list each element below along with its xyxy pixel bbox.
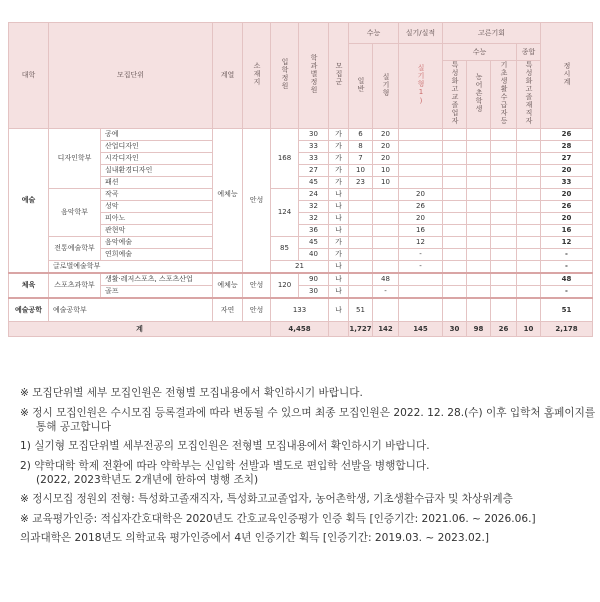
col-balance-suneung: 수능 [443,44,517,61]
table-row: 패션 45 가 23 10 33 [9,177,593,189]
note: (2022, 2023학년도 2개년에 한하여 병행 조치) [36,473,259,486]
unit-cell: 공예 [101,129,213,141]
major-cell: 스포츠과학부 [49,273,101,298]
col-college: 대학 [9,23,49,129]
unit-cell: 성악 [101,201,213,213]
unit-cell: 피아노 [101,213,213,225]
table-row: 골프 30 나 - - [9,286,593,299]
major-cell: 디자인학부 [49,129,101,189]
college-cell: 예술 [9,129,49,274]
quota-cell: 85 [271,237,299,261]
dept-cell: 30 [299,129,329,141]
table-row: 실내환경디자인 27 가 10 10 20 [9,165,593,177]
college-cell: 예술공학 [9,298,49,322]
table-row: 전통예술학부 음악예술 85 45 가 12 12 [9,237,593,249]
group-cell: 가 [329,129,349,141]
note: 2) 약학대학 학제 전환에 따라 약학부는 신입학 선발과 별도로 편입학 선발을 병행합니다. [20,459,430,472]
col-practical: 실기형 [373,44,399,129]
major-cell: 글로벌예술학부 [49,261,213,274]
note: 1) 실기형 모집단위별 세부전공의 모집인원은 전형별 모집내용에서 확인하시기 바랍니다. [20,440,430,452]
note: ※ 모집단위별 세부 모집인원은 전형별 모집내용에서 확인하시기 바랍니다. [20,387,363,399]
total-label: 계 [9,322,271,337]
col-balance-total: 종합 [517,44,541,61]
col-dept-quota: 학과별정원 [299,23,329,129]
admission-table [8,22,593,337]
table-row [9,129,593,141]
practical-cell: 20 [373,129,399,141]
note: ※ 정시모집 정원외 전형: 특성화고졸재직자, 특성화고교졸업자, 농어촌학생, 기초생활수급자 및 차상위계층 [20,493,513,505]
table-row: 음악학부 작곡 124 24 나 20 20 [9,189,593,201]
col-practical-group: 실기/실적 [399,23,443,44]
col-series: 계열 [213,23,243,129]
col-admission-quota: 입학정원 [271,23,299,129]
unit-cell: 작곡 [101,189,213,201]
table-row: 연희예술 40 가 - - [9,249,593,261]
admission-table-wrapper [8,22,592,337]
note: ※ 교육평가인증: 적십자간호대학은 2020년도 간호교육인증평가 인증 획득 [인증기간: 2021.06. ~ 2026.06.] [20,512,536,525]
table-row: 성악 32 나 26 26 [9,201,593,213]
general-cell: 6 [349,129,373,141]
unit-cell: 산업디자인 [101,141,213,153]
unit-cell: 골프 [101,286,213,299]
col-campus: 소재지 [243,23,271,129]
col-special-work: 특성화고졸재직자 [517,61,541,129]
quota-cell: 168 [271,129,299,189]
unit-cell: 시각디자인 [101,153,213,165]
major-cell: 예술공학부 [49,298,213,322]
notes-section [20,386,595,551]
table-row: 피아노 32 나 20 20 [9,213,593,225]
col-special-hs: 특성화고교졸업자 [443,61,467,129]
table-row: 체육 스포츠과학부 생활·레저스포츠, 스포츠산업 예체능 안성 120 90 나 48 48 [9,273,593,286]
total-cell: 26 [541,129,593,141]
college-cell: 체육 [9,273,49,298]
major-cell: 전통예술학부 [49,237,101,261]
major-cell: 음악학부 [49,189,101,237]
col-suneung: 수능 [349,23,399,44]
unit-cell: 연희예술 [101,249,213,261]
table-row: 관현악 36 나 16 16 [9,225,593,237]
quota-cell: 124 [271,189,299,237]
table-row: 산업디자인 33 가 8 20 28 [9,141,593,153]
total-row: 계 4,458 1,727 142 145 30 98 26 10 2,178 [9,322,593,337]
table-row: 예술공학 예술공학부 자연 안성 133 나 51 51 [9,298,593,322]
col-practical-2: 실기형1) [399,44,443,129]
table-row: 시각디자인 33 가 7 20 27 [9,153,593,165]
col-balance: 고른기회 [443,23,541,44]
unit-cell: 패션 [101,177,213,189]
col-unit: 모집단위 [49,23,213,129]
unit-cell: 음악예술 [101,237,213,249]
col-group: 모집군 [329,23,349,129]
campus-cell: 안성 [243,129,271,274]
unit-cell: 관현악 [101,225,213,237]
col-general: 일반 [349,44,373,129]
note: 통해 공고합니다 [36,420,112,433]
col-total: 정시계 [541,23,593,129]
series-cell: 예체능 [213,129,243,261]
col-farm: 농어촌학생 [467,61,491,129]
table-row: 글로벌예술학부 21 나 - - [9,261,593,274]
note: ※ 정시 모집인원은 수시모집 등록결과에 따라 변동될 수 있으며 최종 모집인원은 2022. 12. 28.(수) 이후 입학처 홈페이지를 [20,406,596,419]
quota-cell: 21 [271,261,329,274]
unit-cell: 실내환경디자인 [101,165,213,177]
col-basic: 기초생활수급자등 [491,61,517,129]
unit-cell: 생활·레저스포츠, 스포츠산업 [101,273,213,286]
note: 의과대학은 2018년도 의학교육 평가인증에서 4년 인증기간 획득 [인증기간: 2019.03. ~ 2023.02.] [20,532,489,544]
